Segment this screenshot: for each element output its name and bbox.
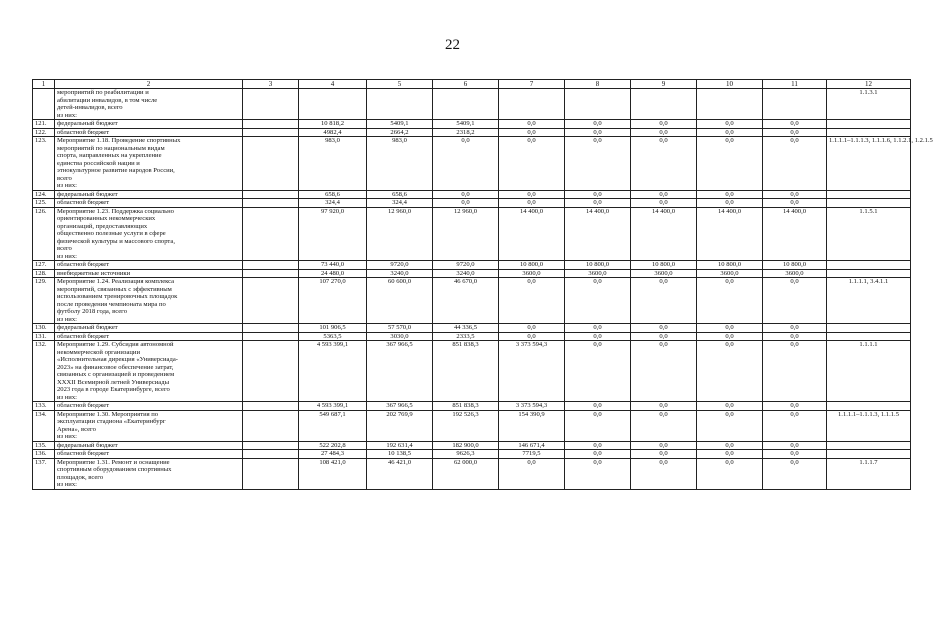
activity-name-cell: федеральный бюджет xyxy=(55,324,243,333)
target-indicator-cell: 1.1.1.7 xyxy=(827,458,911,489)
amount-cell: 0,0 xyxy=(697,120,763,129)
column-3-cell xyxy=(243,341,299,402)
amount-cell: 3600,0 xyxy=(499,269,565,278)
amount-cell: 983,0 xyxy=(367,137,433,191)
amount-cell: 0,0 xyxy=(631,137,697,191)
row-number-cell: 136. xyxy=(33,450,55,459)
amount-cell: 3 373 594,3 xyxy=(499,402,565,411)
target-indicator-cell xyxy=(827,199,911,208)
column-3-cell xyxy=(243,441,299,450)
amount-cell: 0,0 xyxy=(499,332,565,341)
amount-cell: 0,0 xyxy=(565,458,631,489)
column-3-cell xyxy=(243,261,299,270)
amount-cell xyxy=(433,89,499,120)
amount-cell: 0,0 xyxy=(565,137,631,191)
amount-cell: 0,0 xyxy=(697,410,763,441)
amount-cell: 3 373 594,3 xyxy=(499,341,565,402)
amount-cell: 4982,4 xyxy=(299,128,367,137)
amount-cell: 0,0 xyxy=(433,199,499,208)
amount-cell: 0,0 xyxy=(763,190,827,199)
row-number-cell: 131. xyxy=(33,332,55,341)
column-number-header: 12 xyxy=(827,80,911,89)
amount-cell: 0,0 xyxy=(565,341,631,402)
target-indicator-cell xyxy=(827,332,911,341)
amount-cell: 10 138,5 xyxy=(367,450,433,459)
amount-cell: 0,0 xyxy=(631,120,697,129)
amount-cell: 2333,5 xyxy=(433,332,499,341)
activity-name-cell: областной бюджет xyxy=(55,128,243,137)
amount-cell: 0,0 xyxy=(565,441,631,450)
table-row xyxy=(33,441,911,450)
amount-cell: 549 687,1 xyxy=(299,410,367,441)
amount-cell: 46 670,0 xyxy=(433,278,499,324)
amount-cell: 57 570,0 xyxy=(367,324,433,333)
amount-cell: 658,6 xyxy=(299,190,367,199)
amount-cell: 0,0 xyxy=(499,190,565,199)
amount-cell: 7719,5 xyxy=(499,450,565,459)
amount-cell: 0,0 xyxy=(499,458,565,489)
amount-cell: 0,0 xyxy=(631,341,697,402)
amount-cell: 10 800,0 xyxy=(763,261,827,270)
row-number-cell: 126. xyxy=(33,207,55,261)
column-3-cell xyxy=(243,269,299,278)
amount-cell: 9720,0 xyxy=(367,261,433,270)
amount-cell: 0,0 xyxy=(565,199,631,208)
amount-cell: 0,0 xyxy=(631,332,697,341)
amount-cell: 0,0 xyxy=(697,199,763,208)
column-3-cell xyxy=(243,89,299,120)
amount-cell: 0,0 xyxy=(763,410,827,441)
amount-cell: 0,0 xyxy=(763,128,827,137)
table-row xyxy=(33,207,911,261)
table-row xyxy=(33,269,911,278)
amount-cell: 0,0 xyxy=(763,441,827,450)
amount-cell: 62 000,0 xyxy=(433,458,499,489)
column-3-cell xyxy=(243,278,299,324)
amount-cell: 0,0 xyxy=(565,332,631,341)
amount-cell: 0,0 xyxy=(499,278,565,324)
column-number-header: 11 xyxy=(763,80,827,89)
table-row xyxy=(33,261,911,270)
amount-cell xyxy=(565,89,631,120)
target-indicator-cell xyxy=(827,324,911,333)
amount-cell: 154 390,9 xyxy=(499,410,565,441)
amount-cell: 0,0 xyxy=(499,137,565,191)
column-number-header: 4 xyxy=(299,80,367,89)
row-number-cell: 130. xyxy=(33,324,55,333)
table-row xyxy=(33,137,911,191)
amount-cell: 3600,0 xyxy=(565,269,631,278)
column-number-header: 10 xyxy=(697,80,763,89)
target-indicator-cell: 1.1.5.1 xyxy=(827,207,911,261)
row-number-cell: 123. xyxy=(33,137,55,191)
column-3-cell xyxy=(243,199,299,208)
column-3-cell xyxy=(243,450,299,459)
page-number: 22 xyxy=(445,37,460,53)
amount-cell: 10 800,0 xyxy=(565,261,631,270)
table-row xyxy=(33,458,911,489)
row-number-cell: 134. xyxy=(33,410,55,441)
amount-cell: 3600,0 xyxy=(697,269,763,278)
row-number-cell: 132. xyxy=(33,341,55,402)
amount-cell: 107 270,0 xyxy=(299,278,367,324)
table-row xyxy=(33,332,911,341)
amount-cell: 0,0 xyxy=(697,137,763,191)
amount-cell: 182 900,0 xyxy=(433,441,499,450)
column-number-header: 1 xyxy=(33,80,55,89)
amount-cell: 658,6 xyxy=(367,190,433,199)
activity-name-cell: федеральный бюджет xyxy=(55,120,243,129)
amount-cell xyxy=(763,89,827,120)
amount-cell: 12 960,0 xyxy=(367,207,433,261)
row-number-cell: 135. xyxy=(33,441,55,450)
amount-cell: 14 400,0 xyxy=(763,207,827,261)
amount-cell: 4 593 399,1 xyxy=(299,341,367,402)
table-row xyxy=(33,278,911,324)
activity-name-cell: Мероприятие 1.18. Проведение спортивных мероприятий по национальным видам спорта, направленных на укрепление единства российской нации и этнокультурное развитие народов России, всего из них: xyxy=(55,137,243,191)
amount-cell: 202 769,9 xyxy=(367,410,433,441)
amount-cell: 0,0 xyxy=(697,278,763,324)
column-number-header: 7 xyxy=(499,80,565,89)
column-3-cell xyxy=(243,128,299,137)
amount-cell: 108 421,0 xyxy=(299,458,367,489)
amount-cell: 5409,1 xyxy=(367,120,433,129)
amount-cell: 0,0 xyxy=(499,120,565,129)
amount-cell: 0,0 xyxy=(697,324,763,333)
column-number-header: 5 xyxy=(367,80,433,89)
target-indicator-cell: 1.1.1.1 xyxy=(827,341,911,402)
activity-name-cell: федеральный бюджет xyxy=(55,190,243,199)
amount-cell: 14 400,0 xyxy=(565,207,631,261)
column-3-cell xyxy=(243,332,299,341)
column-3-cell xyxy=(243,402,299,411)
amount-cell: 10 818,2 xyxy=(299,120,367,129)
table-row xyxy=(33,410,911,441)
activity-name-cell: Мероприятие 1.29. Субсидия автономной некоммерческой организации «Исполнительная дирекция «Универсиада- 2023» на финансовое обеспечение затрат, связанных с организацией и проведением XXXII Всемирной летней Универсиады 2023 года в городе Екатеринбурге, всего из них: xyxy=(55,341,243,402)
amount-cell: 0,0 xyxy=(499,128,565,137)
amount-cell: 0,0 xyxy=(631,324,697,333)
row-number-cell xyxy=(33,89,55,120)
column-3-cell xyxy=(243,120,299,129)
row-number-cell: 137. xyxy=(33,458,55,489)
amount-cell: 14 400,0 xyxy=(631,207,697,261)
row-number-cell: 121. xyxy=(33,120,55,129)
table-row xyxy=(33,190,911,199)
amount-cell xyxy=(367,89,433,120)
target-indicator-cell xyxy=(827,402,911,411)
amount-cell: 324,4 xyxy=(367,199,433,208)
amount-cell: 0,0 xyxy=(763,402,827,411)
amount-cell: 0,0 xyxy=(433,137,499,191)
amount-cell: 367 966,5 xyxy=(367,341,433,402)
amount-cell: 851 838,3 xyxy=(433,402,499,411)
table-row xyxy=(33,324,911,333)
budget-table xyxy=(32,79,933,490)
amount-cell: 0,0 xyxy=(565,190,631,199)
amount-cell: 0,0 xyxy=(631,458,697,489)
amount-cell: 522 202,8 xyxy=(299,441,367,450)
amount-cell: 60 600,0 xyxy=(367,278,433,324)
column-number-header: 8 xyxy=(565,80,631,89)
target-indicator-cell xyxy=(827,441,911,450)
target-indicator-cell: 1.1.1.1, 3.4.1.1 xyxy=(827,278,911,324)
target-indicator-cell: 1.1.1.1–1.1.1.3, 1.1.1.6, 1.1.2.1, 1.2.1.5 xyxy=(827,137,911,191)
amount-cell: 101 906,5 xyxy=(299,324,367,333)
amount-cell: 5363,5 xyxy=(299,332,367,341)
amount-cell: 0,0 xyxy=(565,278,631,324)
amount-cell: 0,0 xyxy=(631,199,697,208)
table-row xyxy=(33,199,911,208)
activity-name-cell: внебюджетные источники xyxy=(55,269,243,278)
activity-name-cell: Мероприятие 1.23. Поддержка социально ориентированных некоммерческих организаций, предоставляющих общественно полезные услуги в сфере физической культуры и массового спорта, всего из них: xyxy=(55,207,243,261)
amount-cell: 367 966,5 xyxy=(367,402,433,411)
amount-cell: 0,0 xyxy=(763,120,827,129)
amount-cell: 0,0 xyxy=(763,341,827,402)
amount-cell: 0,0 xyxy=(631,410,697,441)
table-row xyxy=(33,341,911,402)
column-3-cell xyxy=(243,207,299,261)
amount-cell: 10 800,0 xyxy=(697,261,763,270)
amount-cell: 0,0 xyxy=(433,190,499,199)
amount-cell: 0,0 xyxy=(697,332,763,341)
amount-cell: 0,0 xyxy=(565,324,631,333)
column-3-cell xyxy=(243,458,299,489)
amount-cell: 0,0 xyxy=(763,450,827,459)
amount-cell: 46 421,0 xyxy=(367,458,433,489)
activity-name-cell: областной бюджет xyxy=(55,199,243,208)
amount-cell: 0,0 xyxy=(631,402,697,411)
amount-cell: 0,0 xyxy=(631,450,697,459)
table-row xyxy=(33,450,911,459)
table-row xyxy=(33,402,911,411)
activity-name-cell: Мероприятие 1.31. Ремонт и оснащение спортивным оборудованием спортивных площадок, всего из них: xyxy=(55,458,243,489)
column-number-header: 6 xyxy=(433,80,499,89)
activity-name-cell: Мероприятие 1.24. Реализация комплекса мероприятий, связанных с эффективным использованием тренировочных площадок после проведения чемпионата мира по футболу 2018 года, всего из них: xyxy=(55,278,243,324)
column-3-cell xyxy=(243,137,299,191)
row-number-cell: 129. xyxy=(33,278,55,324)
column-3-cell xyxy=(243,410,299,441)
amount-cell: 0,0 xyxy=(763,324,827,333)
row-number-cell: 133. xyxy=(33,402,55,411)
target-indicator-cell: 1.1.3.1 xyxy=(827,89,911,120)
row-number-cell: 122. xyxy=(33,128,55,137)
amount-cell: 0,0 xyxy=(565,450,631,459)
amount-cell: 0,0 xyxy=(697,190,763,199)
amount-cell: 44 336,5 xyxy=(433,324,499,333)
amount-cell: 73 440,0 xyxy=(299,261,367,270)
amount-cell: 0,0 xyxy=(763,278,827,324)
amount-cell: 146 671,4 xyxy=(499,441,565,450)
activity-name-cell: мероприятий по реабилитации и абилитации инвалидов, в том числе детей-инвалидов, всего из них: xyxy=(55,89,243,120)
amount-cell: 0,0 xyxy=(763,199,827,208)
amount-cell: 851 838,3 xyxy=(433,341,499,402)
amount-cell: 10 800,0 xyxy=(499,261,565,270)
amount-cell: 3030,0 xyxy=(367,332,433,341)
amount-cell: 3240,0 xyxy=(367,269,433,278)
target-indicator-cell: 1.1.1.1–1.1.1.3, 1.1.1.5 xyxy=(827,410,911,441)
amount-cell: 0,0 xyxy=(697,458,763,489)
amount-cell: 12 960,0 xyxy=(433,207,499,261)
activity-name-cell: областной бюджет xyxy=(55,450,243,459)
amount-cell: 0,0 xyxy=(697,128,763,137)
amount-cell: 0,0 xyxy=(631,441,697,450)
amount-cell: 27 484,3 xyxy=(299,450,367,459)
amount-cell: 2664,2 xyxy=(367,128,433,137)
amount-cell: 9720,0 xyxy=(433,261,499,270)
column-3-cell xyxy=(243,190,299,199)
target-indicator-cell xyxy=(827,261,911,270)
activity-name-cell: областной бюджет xyxy=(55,402,243,411)
amount-cell: 0,0 xyxy=(631,190,697,199)
target-indicator-cell xyxy=(827,190,911,199)
amount-cell: 0,0 xyxy=(499,324,565,333)
amount-cell: 14 400,0 xyxy=(499,207,565,261)
table-row xyxy=(33,120,911,129)
amount-cell: 0,0 xyxy=(763,332,827,341)
amount-cell: 4 593 399,1 xyxy=(299,402,367,411)
amount-cell: 24 480,0 xyxy=(299,269,367,278)
amount-cell: 3240,0 xyxy=(433,269,499,278)
amount-cell: 14 400,0 xyxy=(697,207,763,261)
row-number-cell: 127. xyxy=(33,261,55,270)
target-indicator-cell xyxy=(827,450,911,459)
amount-cell xyxy=(697,89,763,120)
target-indicator-cell xyxy=(827,120,911,129)
row-number-cell: 125. xyxy=(33,199,55,208)
amount-cell: 0,0 xyxy=(565,128,631,137)
column-number-header: 2 xyxy=(55,80,243,89)
amount-cell xyxy=(299,89,367,120)
column-3-cell xyxy=(243,324,299,333)
table-row xyxy=(33,128,911,137)
activity-name-cell: областной бюджет xyxy=(55,261,243,270)
amount-cell: 5409,1 xyxy=(433,120,499,129)
amount-cell: 0,0 xyxy=(631,278,697,324)
amount-cell: 0,0 xyxy=(763,137,827,191)
amount-cell: 3600,0 xyxy=(631,269,697,278)
amount-cell: 0,0 xyxy=(763,458,827,489)
activity-name-cell: Мероприятие 1.30. Мероприятия по эксплуатации стадиона «Екатеринбург Арена», всего из них: xyxy=(55,410,243,441)
amount-cell: 0,0 xyxy=(565,402,631,411)
amount-cell: 0,0 xyxy=(631,128,697,137)
amount-cell: 0,0 xyxy=(565,410,631,441)
activity-name-cell: федеральный бюджет xyxy=(55,441,243,450)
amount-cell: 0,0 xyxy=(697,441,763,450)
activity-name-cell: областной бюджет xyxy=(55,332,243,341)
amount-cell: 2318,2 xyxy=(433,128,499,137)
target-indicator-cell xyxy=(827,269,911,278)
amount-cell: 9626,3 xyxy=(433,450,499,459)
amount-cell: 192 631,4 xyxy=(367,441,433,450)
amount-cell: 0,0 xyxy=(565,120,631,129)
amount-cell: 10 800,0 xyxy=(631,261,697,270)
amount-cell xyxy=(631,89,697,120)
row-number-cell: 128. xyxy=(33,269,55,278)
amount-cell: 983,0 xyxy=(299,137,367,191)
amount-cell: 192 526,3 xyxy=(433,410,499,441)
table-row xyxy=(33,89,911,120)
amount-cell: 3600,0 xyxy=(763,269,827,278)
target-indicator-cell xyxy=(827,128,911,137)
amount-cell xyxy=(499,89,565,120)
amount-cell: 0,0 xyxy=(697,341,763,402)
amount-cell: 324,4 xyxy=(299,199,367,208)
row-number-cell: 124. xyxy=(33,190,55,199)
column-number-header: 3 xyxy=(243,80,299,89)
amount-cell: 97 920,0 xyxy=(299,207,367,261)
amount-cell: 0,0 xyxy=(697,402,763,411)
amount-cell: 0,0 xyxy=(499,199,565,208)
column-number-header: 9 xyxy=(631,80,697,89)
amount-cell: 0,0 xyxy=(697,450,763,459)
table-header-row xyxy=(33,80,911,89)
